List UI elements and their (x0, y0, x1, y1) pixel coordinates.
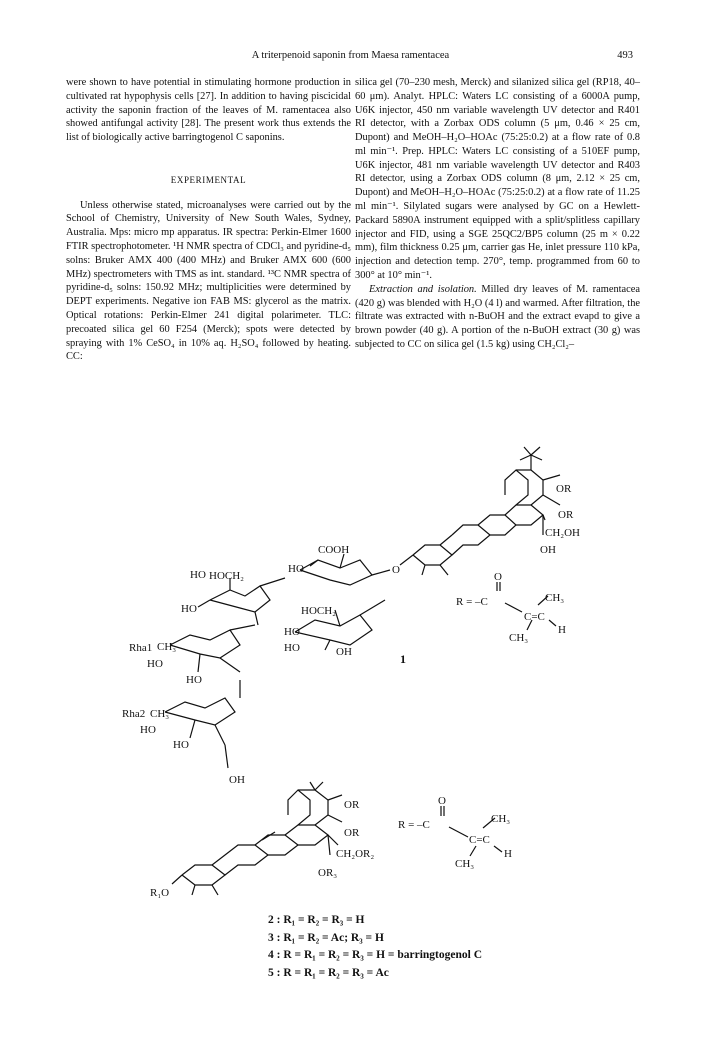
compound-1-sugars (165, 554, 390, 768)
c2-or3: OR₃ (318, 867, 338, 879)
ho-rha1-b-label: HO (186, 674, 202, 686)
rha1-label: Rha1 (129, 642, 153, 654)
c2-r1o: R₁O (150, 887, 170, 899)
ho-rha1-a-label: HO (147, 658, 163, 670)
r2-h: H (504, 848, 512, 860)
ho-label-5: HO (284, 642, 300, 654)
ho-label-2: HO (288, 563, 304, 575)
r1-h: H (558, 624, 566, 636)
or-mid-label: OR (558, 509, 574, 521)
running-title: A triterpenoid saponin from Maesa ramentacea (251, 50, 450, 61)
compound-1-aglycone (400, 447, 560, 575)
r1-c-eq-c: C=C (524, 611, 545, 623)
oh-gal-label: OH (336, 646, 352, 658)
r1-ch3-bottom: CH₃ (509, 632, 529, 644)
ho-label-4: HO (284, 626, 300, 638)
c2-or-mid: OR (344, 827, 360, 839)
ch3-rha2-label: CH₃ (150, 708, 170, 720)
compound-1-labels (392, 483, 580, 576)
ho-rha2-a-label: HO (140, 724, 156, 736)
r2-ch3-top: CH₃ (491, 813, 511, 825)
r1-ch3-top: CH₃ (545, 592, 565, 604)
r2-ch3-bottom: CH₃ (455, 858, 475, 870)
compound-2-labels (150, 799, 374, 899)
experimental-paragraph: Unless otherwise stated, microanalyses were carried out by the School of Chemistry, University of New South Wales, Sydney, Australia. Mps: micro mp apparatus. IR spectra: Perkin-Elmer 1600 FTIR spectrophotometer. ¹H NMR spectra of CDCl₃ and pyridine-d₅ solns: Bruker AMX 400 (400 MHz) and Bruker AMX 600 (600 MHz) spectrometers with TMS as int. standard. ¹³C NMR spectra of pyridine-d₅ solns: 150.92 MHz; multiplicities were determined by DEPT experiments. Negative ion FAB MS: glycerol as the matrix. Optical rotations: Perkin-Elmer 241 digital polarimeter. TLC: precoated silica gel 60 F254 (Merck); spots were detected by spraying with 1% CeSO₄ in 10% aq. H₂SO₄ followed by heating. CC: (66, 199, 351, 363)
compound-1-number: 1 (400, 652, 406, 666)
oh-c21-label: OH (540, 544, 556, 556)
extraction-text: Milled dry leaves of M. ramentacea (420 g) was blended with H₂O (4 l) and warmed. After filtration, the filtrate was extracted with n-BuOH and the extract evapd to give a brown powder (40 g). A portion of the n-BuOH extract (30 g) was subjected to CC on silica gel (1.5 kg) using CH₂Cl₂– (355, 283, 640, 350)
ch3-rha1-label: CH₃ (157, 641, 177, 653)
hoch2-label-2: HOCH₂ (301, 605, 337, 617)
r2-equation: R = –C (398, 819, 430, 831)
r-group-1 (456, 571, 566, 644)
hoch2-label-1: HOCH₂ (209, 570, 245, 582)
rha2-label: Rha2 (122, 708, 146, 720)
c2-or-top: OR (344, 799, 360, 811)
glycoside-o-label: O (392, 564, 400, 576)
r2-c-eq-c: C=C (469, 834, 490, 846)
ch2oh-label: CH₂OH (545, 527, 581, 539)
r1-carbonyl-o: O (494, 571, 502, 583)
compound-2-skeleton (172, 782, 342, 895)
oh-rha2-label: OH (229, 774, 245, 786)
page-number: 493 (617, 50, 633, 61)
cooh-label: COOH (318, 544, 350, 556)
r-group-2 (398, 795, 512, 870)
caption-compound-3: 3 : R₁ = R₂ = Ac; R₃ = H (268, 931, 384, 944)
ho-label-3: HO (181, 603, 197, 615)
extraction-lead: Extraction and isolation. (369, 283, 477, 295)
ho-rha2-b-label: HO (173, 739, 189, 751)
or-top-label: OR (556, 483, 572, 495)
compound-1-sugar-labels (122, 544, 406, 786)
section-heading: EXPERIMENTAL (170, 174, 247, 185)
caption-compound-5: 5 : R = R₁ = R₂ = R₃ = Ac (268, 966, 389, 979)
hplc-paragraph: silica gel (70–230 mesh, Merck) and silanized silica gel (RP18, 40–60 μm). Analyt. HPLC: Waters LC consisting of a 6000A pump, U6K injector, 450 nm variable wavelength UV detector and R401 RI detector, with a Zorbax ODS column (5 μm, 0.46 × 25 cm, Dupont) and MeOH–H₂O–HOAc (75:25:0.2) at a flow rate of 0.8 ml min⁻¹. Prep. HPLC: Waters LC consisting of a 510EF pump, U6K injector, 481 nm variable wavelength UV detector and R403 RI detector, using a Zorbax ODS column (8 μm, 2.12 × 25 cm, Dupont) and MeOH–H₂O–HOAc (75:25:0.2) at a flow rate of 11.25 ml min⁻¹. Silylated sugars were analysed by GC on a Hewlett-Packard 5890A instrument equipped with a split/splitless capillary injector and FID, using a SGE 25QC2/BP5 column (25 m × 0.22 mm), film thickness 0.25 μm, carrier gas He, inlet pressure 110 kPa, injection and detection temp. 270°, temp. programmed from 60 to 300° at 10° min⁻¹. (355, 77, 640, 281)
intro-paragraph: were shown to have potential in stimulating hormone production in cultivated rat hypophysis cells [27]. In addition to having piscicidal activity the saponin fraction of the leaves of M. ramentacea also showed antifungal activity [28]. The present work thus extends the list of biologically active barringtogenol C saponins. (66, 77, 351, 144)
r2-carbonyl-o: O (438, 795, 446, 807)
caption-compound-2: 2 : R₁ = R₂ = R₃ = H (268, 914, 365, 926)
r1-equation: R = –C (456, 596, 488, 608)
compound-captions (268, 912, 482, 982)
c2-ch2or2: CH₂OR₂ (336, 848, 375, 860)
caption-compound-4: 4 : R = R₁ = R₂ = R₃ = H = barringtogenol C (268, 949, 483, 961)
ho-label-1: HO (190, 569, 206, 581)
